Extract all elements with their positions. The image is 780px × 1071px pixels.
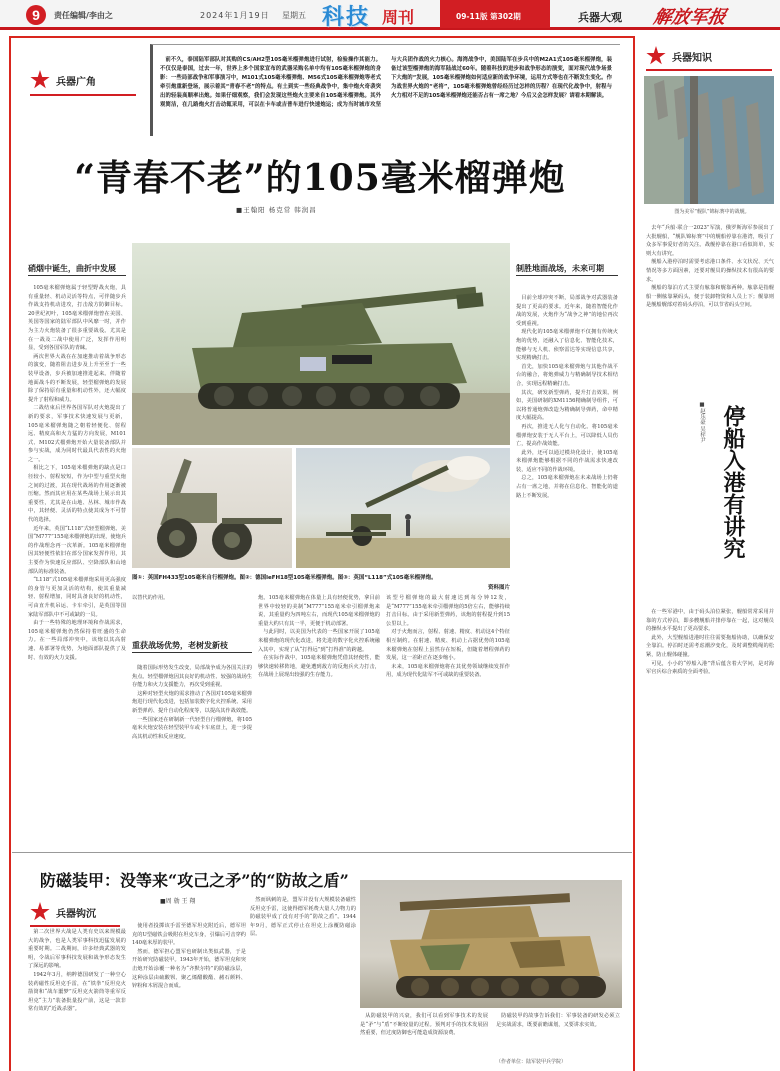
paragraph: 该型号榴弹炮的最大射速达到每分钟12发，是“M777”155毫米牵引榴弹炮的5倍左右，能够持续打击目标。由于采用新型弹药，该炮的射程提升到15公里以上。 [386, 595, 510, 627]
paragraph: 目前全球冲突不断，局部战争对武器装备提出了更高的要求。近年来，随着智能化作战的发展，火炮作为“战争之神”的地位再次受到重视。 [516, 295, 618, 327]
paragraph: 在实际作战中，105毫米榴弹炮凭借其轻便性，能够快速转移阵地，避免遭到敌方的反炮兵火力打击，在战场上展现出较强的生存能力。 [258, 655, 380, 679]
subheading-rule [132, 652, 252, 653]
subheading-origin: 硝烟中诞生，曲折中发展 [28, 264, 116, 273]
paragraph: 与此同时，以美国为代表的一些国家开展了105毫米榴弹炮的现代化改进，将先进的数字化火控系统融入其中，实现了从“打得远”到“打得准”的跨越。 [258, 629, 380, 653]
issue-date: 2024年1月19日 [200, 11, 270, 20]
lead-paragraph: 前不久，泰国陆军部队对其购的CS/AH2型105毫米榴弹炮进行试射，检验操作其能力。不仅仅是泰国，过去一年，世界上多个国家宣布的武器采购名单中均有105毫米榴弹炮的身影：一些局部战争和军事演习中，M101式105毫米榴弹炮、M56式105毫米榴弹炮等老式牵引炮重新登场，展示着其“青春不老”的特点。有土到实一些经典战争中，集中炮火奇袭突出的轻装高顺率出炮。如果仔细观察，我们会发现这些炮火主要来自105毫米榴弹炮。其外观简洁，在几路炮火打击动辄采用，可以在卡车或吉普车进行快速炮运；成为当时城市攻坚与大兵团作战的火力核心。海湾战争中，美国陆军在步兵中的M2A1式105毫米榴弹炮，装备过该型榴弹炮的海军陆战过60年。随着科技的进步和战争形态的演变，面对现代战争场景下大炮的“发展，105毫米榴弹炮如何适应新的战争环境，运用方式等也在不断发生变化。作为战世界火炮的“老将”，105毫米榴弹炮曾经经历过怎样的历程？在现代化战争中，射程与火力相对不足的105毫米榴弹炮还能否占有一席之地？今后又会怎样发展？请看本期解读。 [160, 57, 612, 108]
paragraph: 在一些军港中，由于码头泊位紧张，舰船常常采用并靠的方式停泊，即多艘舰船并排停靠在一起，这对舰员的操纵水平提出了更高要求。 [646, 609, 774, 633]
page-name: 兵器大观 [578, 11, 622, 24]
column-label: 兵器广角 [56, 76, 96, 88]
subheading-rule [516, 275, 618, 276]
column-badge-weapons-history [30, 902, 96, 922]
section-brand-zhoukan: 周刊 [382, 8, 415, 27]
article2-byline: ■周 勍 王 翔 [160, 898, 196, 905]
article-col4 [386, 594, 510, 846]
column-badge-weapons-knowledge [646, 46, 712, 66]
column-label: 兵器知识 [672, 52, 712, 64]
paragraph: 此外，还可以通过模块化设计，使105毫米榴弹炮能够根据不同的作战需求快速改装，适应不同的作战环境。 [516, 449, 618, 473]
article2-headline: 防磁装甲：没等来“攻己之矛”的“防故之盾” [40, 871, 349, 890]
article-headline: “青春不老”的105毫米榴弹炮 [74, 157, 566, 199]
paragraph: 未来，105毫米榴弹炮将在其优势领域继续发挥作用，成为现代化陆军不可或缺的重要装备。 [386, 663, 510, 679]
issue-weekday: 星期五 [282, 11, 306, 20]
article2-col5 [496, 1012, 620, 1056]
article-col2 [132, 664, 252, 846]
figure-caption: 图①：英国FH433型105毫米自行榴弹炮。图②：德国leFH18型105毫米榴弹炮。图③：英国“L118”式105毫米榴弹炮。 [132, 575, 437, 581]
editor-credit: 责任编辑/李由之 [54, 11, 113, 20]
article-byline: ■王翰阳 杨克常 韩润昌 [236, 206, 317, 214]
tank-illustration [360, 880, 622, 1008]
paragraph: 对于火炮而言，射程、射速、精度、机动这4个特征相互制约。在射速、精度、机动上占据优势的105毫米榴弹炮在射程上虽然存在短板，但随着增程弹药的发展，这一差距正在逐步缩小。 [386, 629, 510, 662]
article-col3 [258, 594, 380, 846]
red-star-icon [30, 70, 50, 90]
sidebar-text-bottom [646, 608, 774, 1068]
paragraph: 105毫米榴弹炮属于轻型野战火炮，具有重量轻、机动灵活等特点，可伴随步兵作战支持机动进攻，打击敌方防御目标。20世纪初叶，105毫米榴弹炮曾在美国、英国等国家的陆军部队中风靡一时，并作为主力火炮装备了很多重要战役。尤其是在一战及二战中使用广泛，发挥作用明显，受到各国军队的青睐。 [28, 285, 126, 352]
article2-col4 [360, 1012, 488, 1068]
figure-2-towed-howitzer [132, 448, 292, 568]
article-col5 [516, 294, 618, 848]
section-divider [12, 852, 632, 853]
paragraph: 其次，研发新型弹药，提升打击效果。例如，美国研制的XM1156精确制导组件，可以将普通炮弹改造为精确制导弹药，命中精度大幅提高。 [516, 389, 618, 422]
newspaper-logo: 解放军报 [651, 7, 728, 28]
paragraph: 此外，大型舰船进港时往往需要拖船协助，以确保安全靠泊。停泊时还需考虑潮汐变化，及时调整缆绳的松紧，防止舰体碰撞。 [646, 634, 774, 658]
paragraph: 近年来，英国“L118”式轻型榴弹炮、美国“M777”155毫米榴弹炮的出现，使炮兵的作战理念再一次革新。105毫米榴弹炮因其轻便性依旧在部分国家发挥作用，其主要作为快速反应部队、空降部队和山地部队的标准装备。 [28, 525, 126, 575]
article-col1 [28, 284, 126, 732]
figure-3-l118-firing [296, 448, 510, 568]
towed-howitzer-illustration [132, 448, 292, 568]
paragraph: 使用者投掷该手雷至德军坦克附近后，德军坦克的U型磁铁会吸附在坦克车身，引爆后可击穿约140毫米厚的装甲。 [132, 923, 246, 947]
paragraph: 然而，德军担心盟军也研制出类似武器，于是开始研究防磁装甲。1943年开始，德军坦克和突击炮开始涂覆一种名为“齐默尔特”的防磁涂层，这种涂层由硫酸钡、聚乙烯醋酸酯、赭石颜料、锌粉和木屑混合而成。 [132, 948, 246, 990]
paragraph: 再次，推进无人化与自动化。将105毫米榴弹炮安装于无人平台上，可以降低人员伤亡，提高作战效能。 [516, 423, 618, 448]
column-underline [646, 69, 772, 71]
sidebar-author: ■赵乐豪 吴梓尹 [699, 402, 705, 443]
paragraph: 炮。105毫米榴弹炮在体量上具有轻便优势，拿目前世界中较轻的美制“M777”155毫米牵引榴弹炮来说，其重量约为四吨左右，而现代105毫米榴弹炮的重量大约只有其一半，更便于机动部署。 [258, 595, 380, 627]
paragraph: 可见，小小的“停船入港”背后蕴含着大学问，是对海军官兵综合素质的全面考验。 [646, 660, 774, 676]
paragraph: 这种对轻型火炮的需求推动了各国对105毫米榴弹炮进行现代化改进，包括加装数字化火控系统、采用新型弹药、提升自动化程度等，以提高其作战效能。 [132, 690, 252, 714]
article2-author-note: （作者单位：陆军装甲兵学院） [496, 1059, 567, 1065]
l118-firing-illustration [296, 448, 510, 568]
subheading-future: 制胜地面战场，未来可期 [516, 264, 604, 273]
paragraph: 两次世界大战在在加速推动着战争形态的演变，随着阻击进步及上升至至于一些装甲设备，步兵被加速推进起来。伴随着地面战斗的不断发展，轻型榴弹炮的发展除了保持原有重量和机动性外，还大幅度提升了射程和威力。 [28, 353, 126, 403]
subheading-revival: 重获战场优势，老树发新枝 [132, 641, 228, 650]
issue-number: 09-11版 第302期 [456, 12, 521, 21]
paragraph: 从防磁装甲的兴衰，我们可以看到军事技术的发展是“矛”与“盾”不断较量的过程。预判对手的技术发展固然重要，但过度防御也可能造成资源浪费。 [360, 1013, 488, 1037]
paragraph: 以替代的作用。 [132, 595, 169, 601]
column-label: 兵器钩沉 [56, 908, 96, 920]
article-col2-top [132, 594, 252, 604]
red-star-icon [30, 902, 50, 922]
column-underline [30, 94, 136, 96]
sidebar-text-top [646, 224, 774, 394]
paragraph: 舰船入港停泊时需要考虑港口条件、水文状况、天气情况等多方面因素，还要对舰员的操纵技术有很高的要求。 [646, 259, 774, 283]
page-number-badge: 9 [26, 5, 46, 25]
figure-harbor-warships [644, 76, 774, 204]
paragraph: 由于一些特殊的地理环境和作战需求，105毫米榴弹炮仍然保持着旺盛的生命力。在一些局部冲突中，该炮以其高射速、易部署等优势，为地面部队提供了及时、有效的火力支援。 [28, 620, 126, 661]
paragraph: 二战结束后世界各国军队对火炮提出了新的要求，军事技术快速发展与更新，105毫米榴弹炮随之朝着轻便化、射程远、精度高和火力猛的方向发展，M101式、M102式榴弹炮开始大量装备部队并参与实战，成为同时代最具代表性的火炮之一。 [28, 405, 126, 463]
column-underline [30, 925, 120, 927]
harbor-photo-caption: 图为美军“舰队”锦标赛中的战舰。 [674, 209, 750, 215]
article2-col3 [250, 896, 356, 1068]
paragraph: 然而讽刺的是，盟军并没有大规模装备磁性反坦克手雷，这使得德军耗费大量人力物力的防磁装甲成了没有对手的“防故之盾”。1944年9月，德军正式停止在坦克上涂覆防磁涂层。 [250, 897, 356, 938]
paragraph: 防磁装甲的故事告诉我们：军事装备的研发必须立足实战需求，既要前瞻谋划，又要讲求实效。 [496, 1013, 620, 1028]
article2-col1 [28, 928, 126, 1068]
paragraph: “L118”式105毫米榴弹炮采用更高强度的身管与更加灵活的结构，使其重量减轻、射程增加，同时具备良好的机动性，可由直升机吊运、卡车牵引，是英国等国家陆军部队中不可或缺的一员。 [28, 577, 126, 618]
paragraph: 第二次世界大战是人类有史以来规模最大的战争，也是人类军事科技迅猛发展的重要时期。二战期间，许多经典武器的发明，令战后军事科技发展和战争形态发生了深远的影响。 [28, 929, 126, 970]
paragraph: 1942年3月，纳粹德国研发了一种空心装药磁性反坦克手雷，在“铁拳”反坦克火箭筒和“战车噩梦”反坦克火箭筒等重军反坦克“主力”装备批量投产前，这是一款非常有效的“近战杀器”。 [28, 971, 126, 1013]
harbor-illustration [644, 76, 774, 204]
paragraph: 随着国际形势发生改变，局部战争成为各国关注的焦点。轻型榴弹炮因其良好的机动性、较强的战场生存能力和火力支援能力，再次受到重视。 [132, 665, 252, 689]
figure-tiger-tank [360, 880, 622, 1008]
paragraph: 一些国家还在研制新一代轻型自行榴弹炮，将105毫米火炮安装在轻型装甲车或卡车底盘上，进一步提高其机动性和反应速度。 [132, 716, 252, 740]
paragraph: 相比之下，105毫米榴弹炮的缺点是口径较小、射程较短，作为中型与重型火炮之间的过渡，其在现代战场的作用逐渐被压缩。然而其应用在某些战场上展示出其重要性，尤其是在山地、丛林、城市作战中，其轻便、灵活的特点使其成为不可替代的选择。 [28, 465, 126, 524]
article2-col2 [132, 922, 246, 1068]
sidebar-title: 停船入港有讲究 [720, 405, 746, 559]
section-brand-keji: 科技 [322, 5, 371, 30]
paragraph: 舰船的靠泊方式主要有舷靠和艉靠两种。舷靠是指舰船一侧舷靠紧码头，便于装卸物资和人员上下；艉靠则是舰船艉部对着码头停泊，可以节省码头空间。 [646, 285, 774, 309]
column-badge-weapons-angle [30, 70, 96, 90]
subheading-rule [28, 275, 126, 276]
paragraph: 去年“兵船·联合一2023”军演，俄罗斯海军参展出了大批舰船，“舰队锦标赛”中的舰船停靠在港湾，吸引了众多军事爱好者的关注。战舰停靠在港口看似简单，实则大有讲究。 [646, 225, 774, 257]
paragraph: 总之，105毫米榴弹炮在未来战场上仍将占有一席之地，并将在信息化、智能化的道路上不断发展。 [516, 475, 618, 499]
figure-source: 资料图片 [487, 585, 510, 591]
figure-1-self-propelled-gun [132, 243, 510, 445]
self-propelled-gun-illustration [132, 243, 510, 445]
paragraph: 现代化的105毫米榴弹炮不仅拥有传统火炮的优势，还融入了信息化、智能化技术，能够与无人机、侦察雷达等实现信息共享，实现精确打击。 [516, 329, 618, 362]
red-star-icon [646, 46, 666, 66]
paragraph: 首先，加快105毫米榴弹炮与其他作战平台的融合，将炮弹威力与精确制导技术相结合，实现远程精确打击。 [516, 363, 618, 387]
